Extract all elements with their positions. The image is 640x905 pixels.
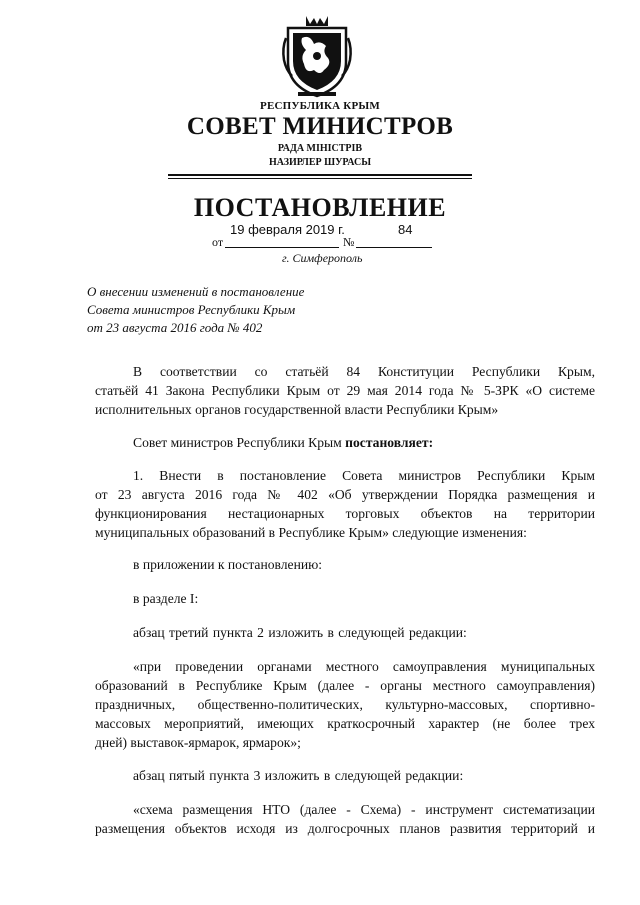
paragraph-line: «схема размещения НТО (далее - Схема) - инструмент систематизации <box>133 802 595 817</box>
date-label: от <box>212 235 224 249</box>
document-subject <box>87 283 304 337</box>
paragraph-line: исполнительных органов государственной власти Республики Крым» <box>95 402 499 417</box>
paragraph-line: от 23 августа 2016 года № 402 «Об утверждении Порядка размещения и <box>95 487 595 502</box>
quote-1-paragraph <box>95 657 595 752</box>
resolves-verb: постановляет: <box>345 435 434 450</box>
paragraph-line: образований в Республике Крым (далее - органы местного самоуправления) <box>95 678 595 693</box>
quote-2-paragraph <box>95 800 595 838</box>
paragraph-3-instruction: абзац третий пункта 2 изложить в следующей редакции: <box>133 625 467 640</box>
document-type-title: ПОСТАНОВЛЕНИЕ <box>193 193 447 222</box>
number-label: № <box>343 235 355 249</box>
paragraph-line: размещения объектов исходя из долгосрочных планов развития территорий и <box>95 821 595 836</box>
council-name-crimean-tatar: НАЗИРЛЕР ШУРАСЫ <box>268 157 372 168</box>
council-name: СОВЕТ МИНИСТРОВ <box>186 113 454 140</box>
preamble-paragraph <box>95 362 595 419</box>
council-name-ukrainian: РАДА МІНІСТРІВ <box>277 143 363 154</box>
resolves-text: Совет министров Республики Крым <box>133 435 346 450</box>
document-date: 19 февраля 2019 г. <box>230 222 345 237</box>
paragraph-line: «при проведении органами местного самоуправления муниципальных <box>133 659 595 674</box>
coat-of-arms-icon <box>280 12 354 98</box>
section-line: в разделе I: <box>133 591 199 606</box>
document-number: 84 <box>398 222 413 237</box>
paragraph-line: функционирования нестационарных торговых объектов на территории <box>95 506 595 521</box>
paragraph-line: праздничных, общественно-политических, культурно-массовых, спортивно- <box>95 697 595 712</box>
paragraph-line: статьёй 41 Закона Республики Крым от 29 мая 2014 года № 5-ЗРК «О системе <box>95 383 595 398</box>
resolves-line <box>133 433 433 452</box>
paragraph-line: дней) выставок-ярмарок, ярмарок»; <box>95 735 301 750</box>
item-1-paragraph <box>95 466 595 542</box>
paragraph-5-instruction: абзац пятый пункта 3 изложить в следующей редакции: <box>133 768 464 783</box>
header-divider-thin <box>168 178 472 179</box>
republic-name: РЕСПУБЛИКА КРЫМ <box>260 100 380 112</box>
paragraph-line: 1. Внести в постановление Совета министров Республики Крым <box>133 468 595 483</box>
paragraph-line: В соответствии со статьёй 84 Конституции Республики Крым, <box>133 364 595 379</box>
annex-line: в приложении к постановлению: <box>133 557 323 572</box>
number-underline <box>356 247 432 248</box>
subject-line: О внесении изменений в постановление <box>87 284 305 299</box>
subject-line: Совета министров Республики Крым <box>87 302 296 317</box>
paragraph-line: массовых мероприятий, имеющих краткосрочный характер (не более трех <box>95 716 595 731</box>
subject-line: от 23 августа 2016 года № 402 <box>87 320 263 335</box>
document-city: г. Симферополь <box>282 251 363 265</box>
date-underline <box>225 247 339 248</box>
paragraph-line: муниципальных образований в Республике Крым» следующие изменения: <box>95 525 527 540</box>
header-divider <box>168 174 472 176</box>
